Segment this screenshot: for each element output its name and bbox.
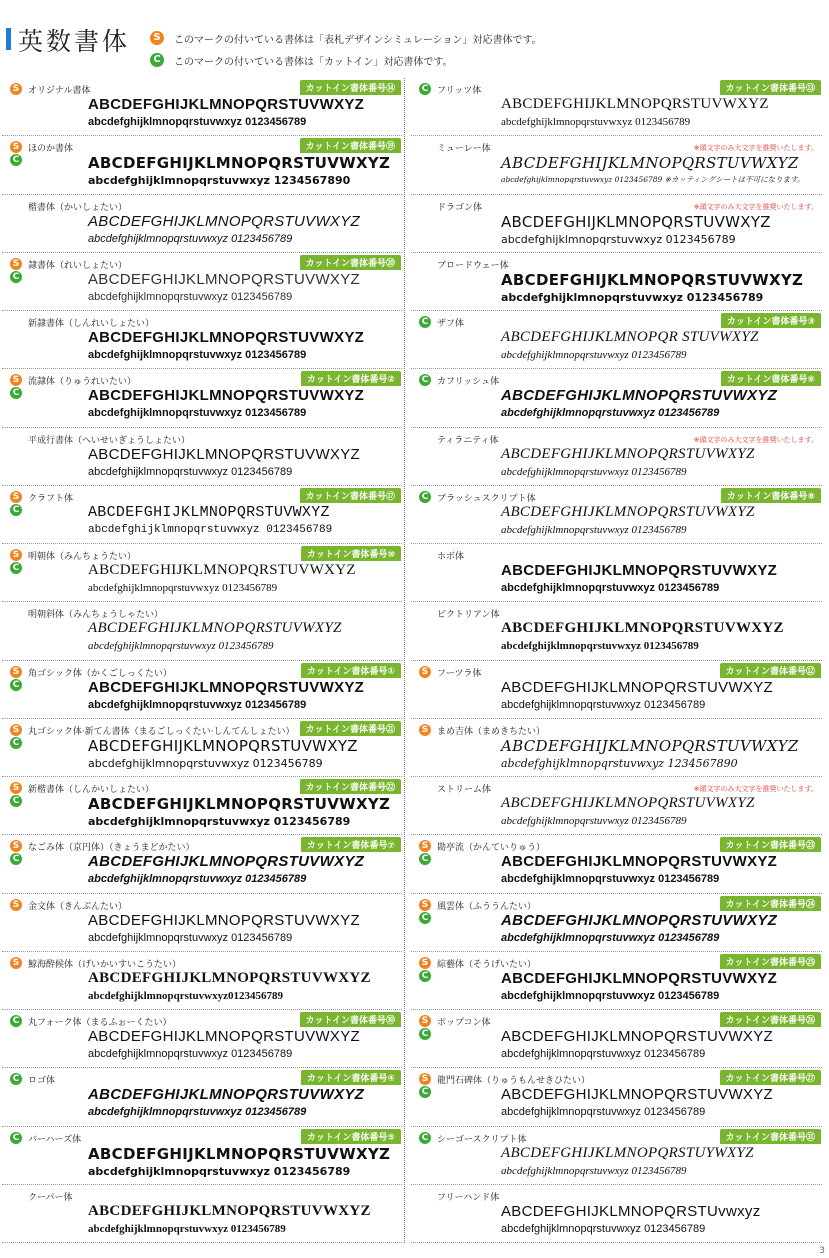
lowercase-sample: abcdefghijklmnopqrstuvwxyz 0123456789: [501, 1222, 706, 1235]
lowercase-sample: abcdefghijklmnopqrstuvwxyz 0123456789: [88, 116, 307, 128]
support-marks: [10, 374, 24, 400]
s-mark-icon: S: [10, 840, 22, 852]
support-marks: [419, 899, 433, 925]
uppercase-sample: ABCDEFGHIJKLMNOPQR STUVWXYZ: [501, 329, 759, 345]
font-sample-item: [0, 195, 404, 253]
cutin-number-badge: カットイン書体番号①: [301, 663, 401, 678]
cutin-number-badge: カットイン書体番号⑤: [301, 1129, 401, 1144]
font-name: 平成行書体（へいせいぎょうしょたい）: [28, 435, 191, 446]
s-mark-icon: S: [10, 666, 22, 678]
font-sample-item: [409, 602, 824, 660]
lowercase-sample: abcdefghijklmnopqrstuvwxyz 0123456789: [501, 290, 764, 304]
cutin-number-badge: カットイン書体番号⑬: [720, 80, 821, 95]
font-sample-item: [0, 136, 404, 194]
uppercase-sample: ABCDEFGHIJKLMNOPQRSTUVWXYZ: [501, 911, 778, 929]
font-name: ほのか書体: [28, 144, 74, 155]
cutin-number-badge: カットイン書体番号⑫: [720, 663, 821, 678]
uppercase-sample: ABCDEFGHIJKLMNOPQRSTUVWXYZ: [88, 212, 360, 230]
uppercase-sample: ABCDEFGHIJKLMNOPQRSTUVWXYZ: [88, 96, 365, 113]
column-divider: [404, 78, 405, 1243]
font-name: 明朝体（みんちょうたい）: [28, 552, 137, 562]
s-mark-icon: S: [10, 957, 22, 969]
s-mark-icon: S: [10, 782, 22, 794]
uppercase-sample: ABCDEFGHIJKLMNOPQRSTUVWXYZ: [501, 620, 784, 637]
support-marks: [10, 83, 24, 96]
lowercase-sample: abcdefghijklmnopqrstuvwxyz 0123456789: [88, 931, 293, 944]
lowercase-sample: abcdefghijklmnopqrstuvwxyz 0123456789: [88, 815, 351, 828]
lowercase-sample: abcdefghijklmnopqrstuvwxyz 0123456789: [501, 407, 720, 420]
lowercase-sample: abcdefghijklmnopqrstuvwxyz 0123456789: [88, 1106, 307, 1119]
font-sample-item: [0, 835, 404, 893]
uppercase-sample: ABCDEFGHIJKLMNOPQRSTUVWXYZ: [501, 678, 773, 696]
uppercase-sample: ABCDEFGHIJKLMNOPQRSTUVWXYZ: [501, 154, 799, 173]
font-name: 金文体（きんぶんたい）: [28, 901, 128, 912]
s-mark-icon: S: [10, 724, 22, 736]
font-sample-item: [0, 719, 404, 777]
support-marks: [419, 491, 433, 504]
font-name: ホボ体: [437, 552, 465, 562]
font-name: カフリッシュ体: [437, 377, 500, 388]
font-sample-item: [409, 1127, 824, 1185]
font-sample-item: [409, 195, 824, 253]
c-mark-icon: C: [419, 374, 431, 386]
font-sample-item: [0, 952, 404, 1010]
uppercase-sample: ABCDEFGHIJKLMNOPQRSTUYWXYZ: [501, 1144, 754, 1161]
lowercase-sample: abcdefghijklmnopqrstuvwxyz 1234567890: [88, 174, 351, 188]
font-sample-item: [409, 894, 824, 952]
c-mark-icon: C: [10, 271, 22, 283]
uppercase-sample: ABCDEFGHIJKLMNOPQRSTUVWXYZ: [88, 853, 365, 871]
font-name: 丸ゴシック体·新てん書体（まるごしっくたい·しんてんしょたい）: [28, 726, 295, 737]
font-name: フリッツ体: [437, 86, 482, 96]
font-name: ストリーム体: [437, 785, 492, 795]
font-sample-item: [0, 78, 404, 136]
support-marks: [10, 666, 24, 692]
c-mark-icon: C: [419, 970, 431, 982]
font-name: 流隷体（りゅうれいたい）: [28, 377, 137, 388]
lowercase-sample: abcdefghijklmnopqrstuvwxyz 0123456789: [88, 1222, 286, 1235]
cutin-number-badge: カットイン書体番号㉛: [720, 1129, 821, 1144]
font-sample-item: [0, 1127, 404, 1185]
s-mark-icon: S: [419, 666, 431, 678]
support-marks: [419, 374, 433, 387]
right-column: [409, 78, 824, 1243]
font-sample-item: [409, 486, 824, 544]
font-name: 綜藝体（そうげいたい）: [437, 959, 537, 970]
uppercase-sample: ABCDEFGHIJKLMNOPQRSTUVWXYZ: [501, 969, 778, 987]
page-number: 3: [819, 1246, 825, 1256]
font-name: ビクトリアン体: [437, 610, 500, 621]
lowercase-sample: abcdefghijklmnopqrstuvwxyz 0123456789: [501, 640, 699, 653]
lowercase-sample: abcdefghijklmnopqrstuvwxyz0123456789: [88, 989, 283, 1002]
c-mark-icon: C: [10, 853, 22, 865]
lowercase-sample: abcdefghijklmnopqrstuvwxyz 0123456789: [501, 698, 706, 711]
lowercase-sample: abcdefghijklmnopqrstuvwxyz 0123456789: [501, 582, 720, 594]
lowercase-sample: abcdefghijklmnopqrstuvwxyz 0123456789: [88, 1048, 293, 1060]
capital-note: ※頭文字のみ大文字を推奨いたします。: [693, 435, 818, 444]
lowercase-sample: abcdefghijklmnopqrstuvwxyz 0123456789: [88, 640, 274, 653]
uppercase-sample: ABCDEFGHIJKLMNOPQRSTUVWXYZ: [501, 795, 755, 811]
support-marks: [419, 957, 433, 983]
lowercase-sample: abcdefghijklmnopqrstuvwxyz 0123456789: [88, 232, 293, 245]
font-name: ドラゴン体: [437, 202, 483, 213]
support-marks: [419, 840, 433, 866]
uppercase-sample: ABCDEFGHIJKLMNOPQRSTUVWXYZ: [88, 678, 365, 696]
s-mark-icon: S: [419, 957, 431, 969]
left-column: [0, 78, 404, 1243]
font-sample-item: [409, 1010, 824, 1068]
support-marks: [419, 316, 433, 329]
s-mark-icon: S: [10, 258, 22, 270]
font-sample-item: [409, 952, 824, 1010]
support-marks: [10, 724, 24, 750]
font-name: 角ゴシック体（かくごしっくたい）: [28, 668, 172, 679]
uppercase-sample: ABCDEFGHIJKLMNOPQRSTUVWXYZ: [501, 562, 778, 579]
font-sample-item: [409, 1185, 824, 1243]
uppercase-sample: ABCDEFGHIJKLMNOPQRSTUVWXYZ: [88, 503, 330, 521]
font-name: ミューレー体: [437, 144, 491, 155]
font-name: フーツラ体: [437, 668, 482, 679]
uppercase-sample: ABCDEFGHIJKLMNOPQRSTUVWXYZ: [501, 503, 755, 520]
cutin-number-badge: カットイン書体番号⑭: [300, 80, 401, 95]
c-mark-icon: C: [10, 154, 22, 166]
cutin-number-badge: カットイン書体番号㉚: [300, 1012, 401, 1027]
font-name: シーゴースクリプト体: [437, 1134, 527, 1145]
font-name: 新隷書体（しんれいしょたい）: [28, 319, 155, 329]
title-accent-bar: [6, 28, 11, 50]
font-sample-item: [0, 428, 404, 486]
support-marks: [10, 782, 24, 808]
support-marks: [10, 141, 24, 167]
support-marks: [10, 957, 24, 970]
support-marks: [10, 1132, 24, 1145]
cutin-number-badge: カットイン書体番号④: [301, 1070, 401, 1085]
c-mark-icon: C: [419, 316, 431, 328]
support-marks: [10, 840, 24, 866]
font-grid: [0, 78, 829, 1243]
font-sample-item: [409, 835, 824, 893]
capital-note: ※頭文字のみ大文字を推奨いたします。: [693, 785, 818, 793]
font-sample-item: [0, 777, 404, 835]
font-name: クーパー体: [28, 1192, 73, 1203]
lowercase-sample: abcdefghijklmnopqrstuvwxyz 0123456789: [88, 349, 307, 361]
uppercase-sample: ABCDEFGHIJKLMNOPQRSTUVWXYZ: [88, 154, 391, 173]
support-marks: [419, 724, 433, 737]
cutin-number-badge: カットイン書体番号㉑: [300, 721, 401, 736]
cutin-number-badge: カットイン書体番号㉗: [720, 1070, 821, 1085]
capital-note: ※頭文字のみ大文字を推奨いたします。: [693, 144, 818, 153]
uppercase-sample: ABCDEFGHIJKLMNOPQRSTUVWXYZ: [501, 96, 769, 112]
lowercase-sample: abcdefghijklmnopqrstuvwxyz 0123456789: [88, 523, 333, 536]
font-sample-item: [409, 311, 824, 369]
c-mark-icon: C: [10, 1015, 22, 1027]
s-mark-icon: S: [10, 899, 22, 911]
legend-c: [150, 50, 453, 70]
cutin-number-badge: カットイン書体番号③: [721, 313, 821, 328]
lowercase-sample: abcdefghijklmnopqrstuvwxyz 0123456789: [501, 349, 687, 361]
s-mark-icon: S: [419, 724, 431, 736]
cutin-number-badge: カットイン書体番号㉖: [720, 1012, 821, 1027]
uppercase-sample: ABCDEFGHIJKLMNOPQRSTUVWXYZ: [501, 1028, 773, 1045]
s-mark-icon: S: [10, 83, 22, 95]
s-mark-icon: S: [150, 31, 164, 45]
lowercase-sample: abcdefghijklmnopqrstuvwxyz 0123456789: [501, 1048, 706, 1060]
uppercase-sample: ABCDEFGHIJKLMNOPQRSTUVWXYZ: [88, 795, 391, 813]
support-marks: [10, 1015, 24, 1028]
uppercase-sample: ABCDEFGHIJKLMNOPQRSTUVWXYZ: [501, 445, 755, 462]
font-sample-item: [0, 1185, 404, 1243]
lowercase-sample: abcdefghijklmnopqrstuvwxyz 0123456789: [88, 873, 307, 886]
font-sample-item: [409, 661, 824, 719]
lowercase-sample: abcdefghijklmnopqrstuvwxyz 0123456789: [88, 582, 278, 594]
uppercase-sample: ABCDEFGHIJKLMNOPQRSTUVWXYZ: [501, 1086, 773, 1104]
font-sample-item: [0, 1010, 404, 1068]
font-name: ザフ体: [437, 319, 465, 329]
cutin-number-badge: カットイン書体番号⑰: [300, 488, 401, 503]
support-marks: [419, 666, 433, 679]
c-mark-icon: C: [10, 795, 22, 807]
c-mark-icon: C: [10, 562, 22, 574]
font-name: ブロードウェー体: [437, 260, 509, 271]
uppercase-sample: ABCDEFGHIJKLMNOPQRSTUVWXYZ: [88, 270, 360, 288]
support-marks: [10, 899, 24, 912]
s-mark-icon: S: [10, 549, 22, 561]
font-name: ポップコン体: [437, 1018, 491, 1028]
font-name: なごみ体（京円体）（きょうまどかたい）: [28, 843, 195, 854]
lowercase-sample: abcdefghijklmnopqrstuvwxyz 0123456789: [88, 290, 293, 303]
lowercase-sample: abcdefghijklmnopqrstuvwxyz 0123456789: [501, 523, 687, 536]
uppercase-sample: ABCDEFGHIJKLMNOPQRSTUVWXYZ: [88, 911, 360, 929]
lowercase-sample: abcdefghijklmnopqrstuvwxyz 0123456789: [501, 465, 687, 478]
font-name: バーハーズ体: [28, 1134, 82, 1145]
cutin-number-badge: カットイン書体番号②: [301, 371, 401, 386]
cutin-number-badge: カットイン書体番号⑩: [301, 546, 401, 561]
cutin-number-badge: カットイン書体番号㉔: [720, 896, 821, 911]
font-sample-item: [409, 777, 824, 835]
support-marks: [419, 1015, 433, 1041]
s-mark-icon: S: [419, 1073, 431, 1085]
uppercase-sample: ABCDEFGHIJKLMNOPQRSTUVWXYZ: [501, 387, 778, 405]
font-sample-item: [0, 661, 404, 719]
c-mark-icon: C: [419, 1086, 431, 1098]
font-sample-item: [409, 428, 824, 486]
lowercase-sample: abcdefghijklmnopqrstuvwxyz 0123456789: [88, 698, 307, 711]
font-name: 風雲体（ふううんたい）: [437, 901, 537, 912]
cutin-number-badge: カットイン書体番号⑳: [300, 255, 401, 270]
uppercase-sample: ABCDEFGHIJKLMNOPQRSTUVWXYZ: [501, 270, 804, 289]
capital-note: ※頭文字のみ大文字を推奨いたします。: [693, 202, 818, 211]
support-marks: [419, 83, 433, 96]
c-mark-icon: C: [419, 491, 431, 503]
font-name: ティラニティ体: [437, 435, 499, 446]
s-mark-icon: S: [10, 374, 22, 386]
font-sample-item: [409, 78, 824, 136]
font-sample-item: [0, 894, 404, 952]
lowercase-sample: abcdefghijklmnopqrstuvwxyz 0123456789: [501, 931, 720, 944]
c-mark-icon: C: [10, 737, 22, 749]
c-mark-icon: C: [150, 53, 164, 67]
support-marks: [10, 1073, 24, 1086]
support-marks: [419, 1132, 433, 1145]
lowercase-sample: abcdefghijklmnopqrstuvwxyz 0123456789: [501, 989, 720, 1002]
lowercase-sample: abcdefghijklmnopqrstuvwxyz 0123456789: [88, 1164, 351, 1178]
support-marks: [10, 549, 24, 575]
c-mark-icon: C: [419, 83, 431, 95]
cutin-number-badge: カットイン書体番号㉓: [720, 837, 821, 852]
font-name: まめ吉体（まめきちたい）: [437, 726, 546, 737]
uppercase-sample: ABCDEFGHIJKLMNOPQRSTUVWXYZ: [88, 1144, 391, 1163]
font-sample-item: [0, 486, 404, 544]
uppercase-sample: ABCDEFGHIJKLMNOPQRSTUvwxyz: [501, 1202, 761, 1220]
font-name: ブラッシュスクリプト体: [437, 493, 536, 504]
c-mark-icon: C: [10, 679, 22, 691]
font-name: 隷書体（れいしょたい）: [28, 260, 128, 271]
font-name: クラフト体: [28, 493, 74, 504]
lowercase-sample: abcdefghijklmnopqrstuvwxyz 0123456789: [501, 232, 736, 246]
font-name: 龍門石碑体（りゅうもんせきひたい）: [437, 1076, 591, 1087]
support-marks: [10, 258, 24, 284]
uppercase-sample: ABCDEFGHIJKLMNOPQRSTUVWXYZ: [88, 387, 365, 405]
font-sample-item: [409, 253, 824, 311]
c-mark-icon: C: [419, 853, 431, 865]
font-name: オリジナル書体: [28, 86, 91, 96]
cutin-number-badge: カットイン書体番号⑧: [721, 488, 821, 503]
cutin-number-badge: カットイン書体番号⑲: [300, 138, 401, 153]
font-sample-item: [0, 311, 404, 369]
page-title: 英数書体: [18, 27, 131, 56]
lowercase-sample: abcdefghijklmnopqrstuvwxyz 0123456789: [501, 1106, 706, 1119]
legend-c-text: このマークの付いている書体は「カットイン」対応書体です。: [174, 56, 453, 68]
font-name: フリーハンド体: [437, 1192, 500, 1203]
font-sample-item: [409, 719, 824, 777]
cutin-number-badge: カットイン書体番号㉒: [300, 779, 401, 794]
lowercase-sample: abcdefghijklmnopqrstuvwxyz 0123456789: [88, 756, 323, 770]
s-mark-icon: S: [419, 1015, 431, 1027]
cutin-number-badge: カットイン書体番号⑦: [301, 837, 401, 852]
support-marks: [10, 491, 24, 517]
support-marks: [419, 1073, 433, 1099]
lowercase-sample: abcdefghijklmnopqrstuvwxyz 0123456789: [501, 873, 720, 886]
font-name: 新楷書体（しんかいしょたい）: [28, 785, 155, 795]
font-sample-item: [0, 602, 404, 660]
font-sample-item: [0, 1068, 404, 1126]
c-mark-icon: C: [10, 1132, 22, 1144]
s-mark-icon: S: [419, 899, 431, 911]
uppercase-sample: ABCDEFGHIJKLMNOPQRSTUVWXYZ: [88, 969, 371, 986]
c-mark-icon: C: [10, 504, 22, 516]
lowercase-sample: abcdefghijklmnopqrstuvwxyz 0123456789: [88, 407, 307, 420]
uppercase-sample: ABCDEFGHIJKLMNOPQRSTUVWXYZ: [501, 853, 778, 871]
font-name: 勘亭流（かんていりゅう）: [437, 843, 546, 854]
uppercase-sample: ABCDEFGHIJKLMNOPQRSTUVWXYZ: [88, 1028, 360, 1045]
uppercase-sample: ABCDEFGHIJKLMNOPQRSTUVWXYZ: [88, 620, 342, 637]
legend-s-text: このマークの付いている書体は「表札デザインシミュレーション」対応書体です。: [174, 34, 542, 46]
c-mark-icon: C: [419, 1028, 431, 1040]
s-mark-icon: S: [10, 141, 22, 153]
uppercase-sample: ABCDEFGHIJKLMNOPQRSTUVWXYZ: [88, 329, 365, 346]
font-sample-item: [0, 544, 404, 602]
font-sample-item: [409, 1068, 824, 1126]
font-sample-item: [409, 136, 824, 194]
c-mark-icon: C: [419, 1132, 431, 1144]
s-mark-icon: S: [10, 491, 22, 503]
font-name: 明朝斜体（みんちょうしゃたい）: [28, 610, 164, 621]
cutin-number-badge: カットイン書体番号⑥: [721, 371, 821, 386]
font-name: 鯨海酔候体（げいかいすいこうたい）: [28, 959, 182, 970]
uppercase-sample: ABCDEFGHIJKLMNOPQRSTUVWXYZ: [88, 445, 360, 463]
c-mark-icon: C: [10, 387, 22, 399]
legend-s: [150, 28, 542, 48]
uppercase-sample: ABCDEFGHIJKLMNOPQRSTUVWXYZ: [88, 736, 358, 755]
header: [0, 0, 829, 72]
font-sample-item: [0, 253, 404, 311]
uppercase-sample: ABCDEFGHIJKLMNOPQRSTUVWXYZ: [88, 1202, 371, 1219]
lowercase-sample: abcdefghijklmnopqrstuvwxyz 0123456789: [88, 465, 293, 478]
font-name: ロゴ体: [28, 1076, 56, 1087]
s-mark-icon: S: [419, 840, 431, 852]
c-mark-icon: C: [10, 1073, 22, 1085]
lowercase-sample: abcdefghijklmnopqrstuvwxyz 0123456789: [501, 815, 687, 827]
font-sample-item: [409, 369, 824, 427]
lowercase-sample: abcdefghijklmnopqrstuvwxyz 0123456789: [501, 1164, 687, 1177]
uppercase-sample: ABCDEFGHIJKLMNOPQRSTUVWXYZ: [88, 1086, 365, 1104]
uppercase-sample: ABCDEFGHIJKLMNOPQRSTUVWXYZ: [501, 212, 771, 231]
lowercase-sample: abcdefghijklmnopqrstuvwxyz 0123456789: [501, 116, 691, 128]
font-name: 丸フォーク体（まるふぉーくたい）: [28, 1018, 172, 1028]
font-sample-item: [0, 369, 404, 427]
uppercase-sample: ABCDEFGHIJKLMNOPQRSTUVWXYZ: [88, 562, 356, 578]
uppercase-sample: ABCDEFGHIJKLMNOPQRSTUVWXYZ: [501, 736, 799, 755]
font-name: 楷書体（かいしょたい）: [28, 202, 128, 213]
lowercase-sample: abcdefghijklmnopqrstuvwxyz 1234567890: [501, 756, 738, 770]
cutin-number-badge: カットイン書体番号㉕: [720, 954, 821, 969]
lowercase-sample: abcdefghijklmnopqrstuvwxyz 0123456789 ※カッティングシートは不可になります。: [501, 175, 805, 185]
c-mark-icon: C: [419, 912, 431, 924]
font-sample-item: [409, 544, 824, 602]
